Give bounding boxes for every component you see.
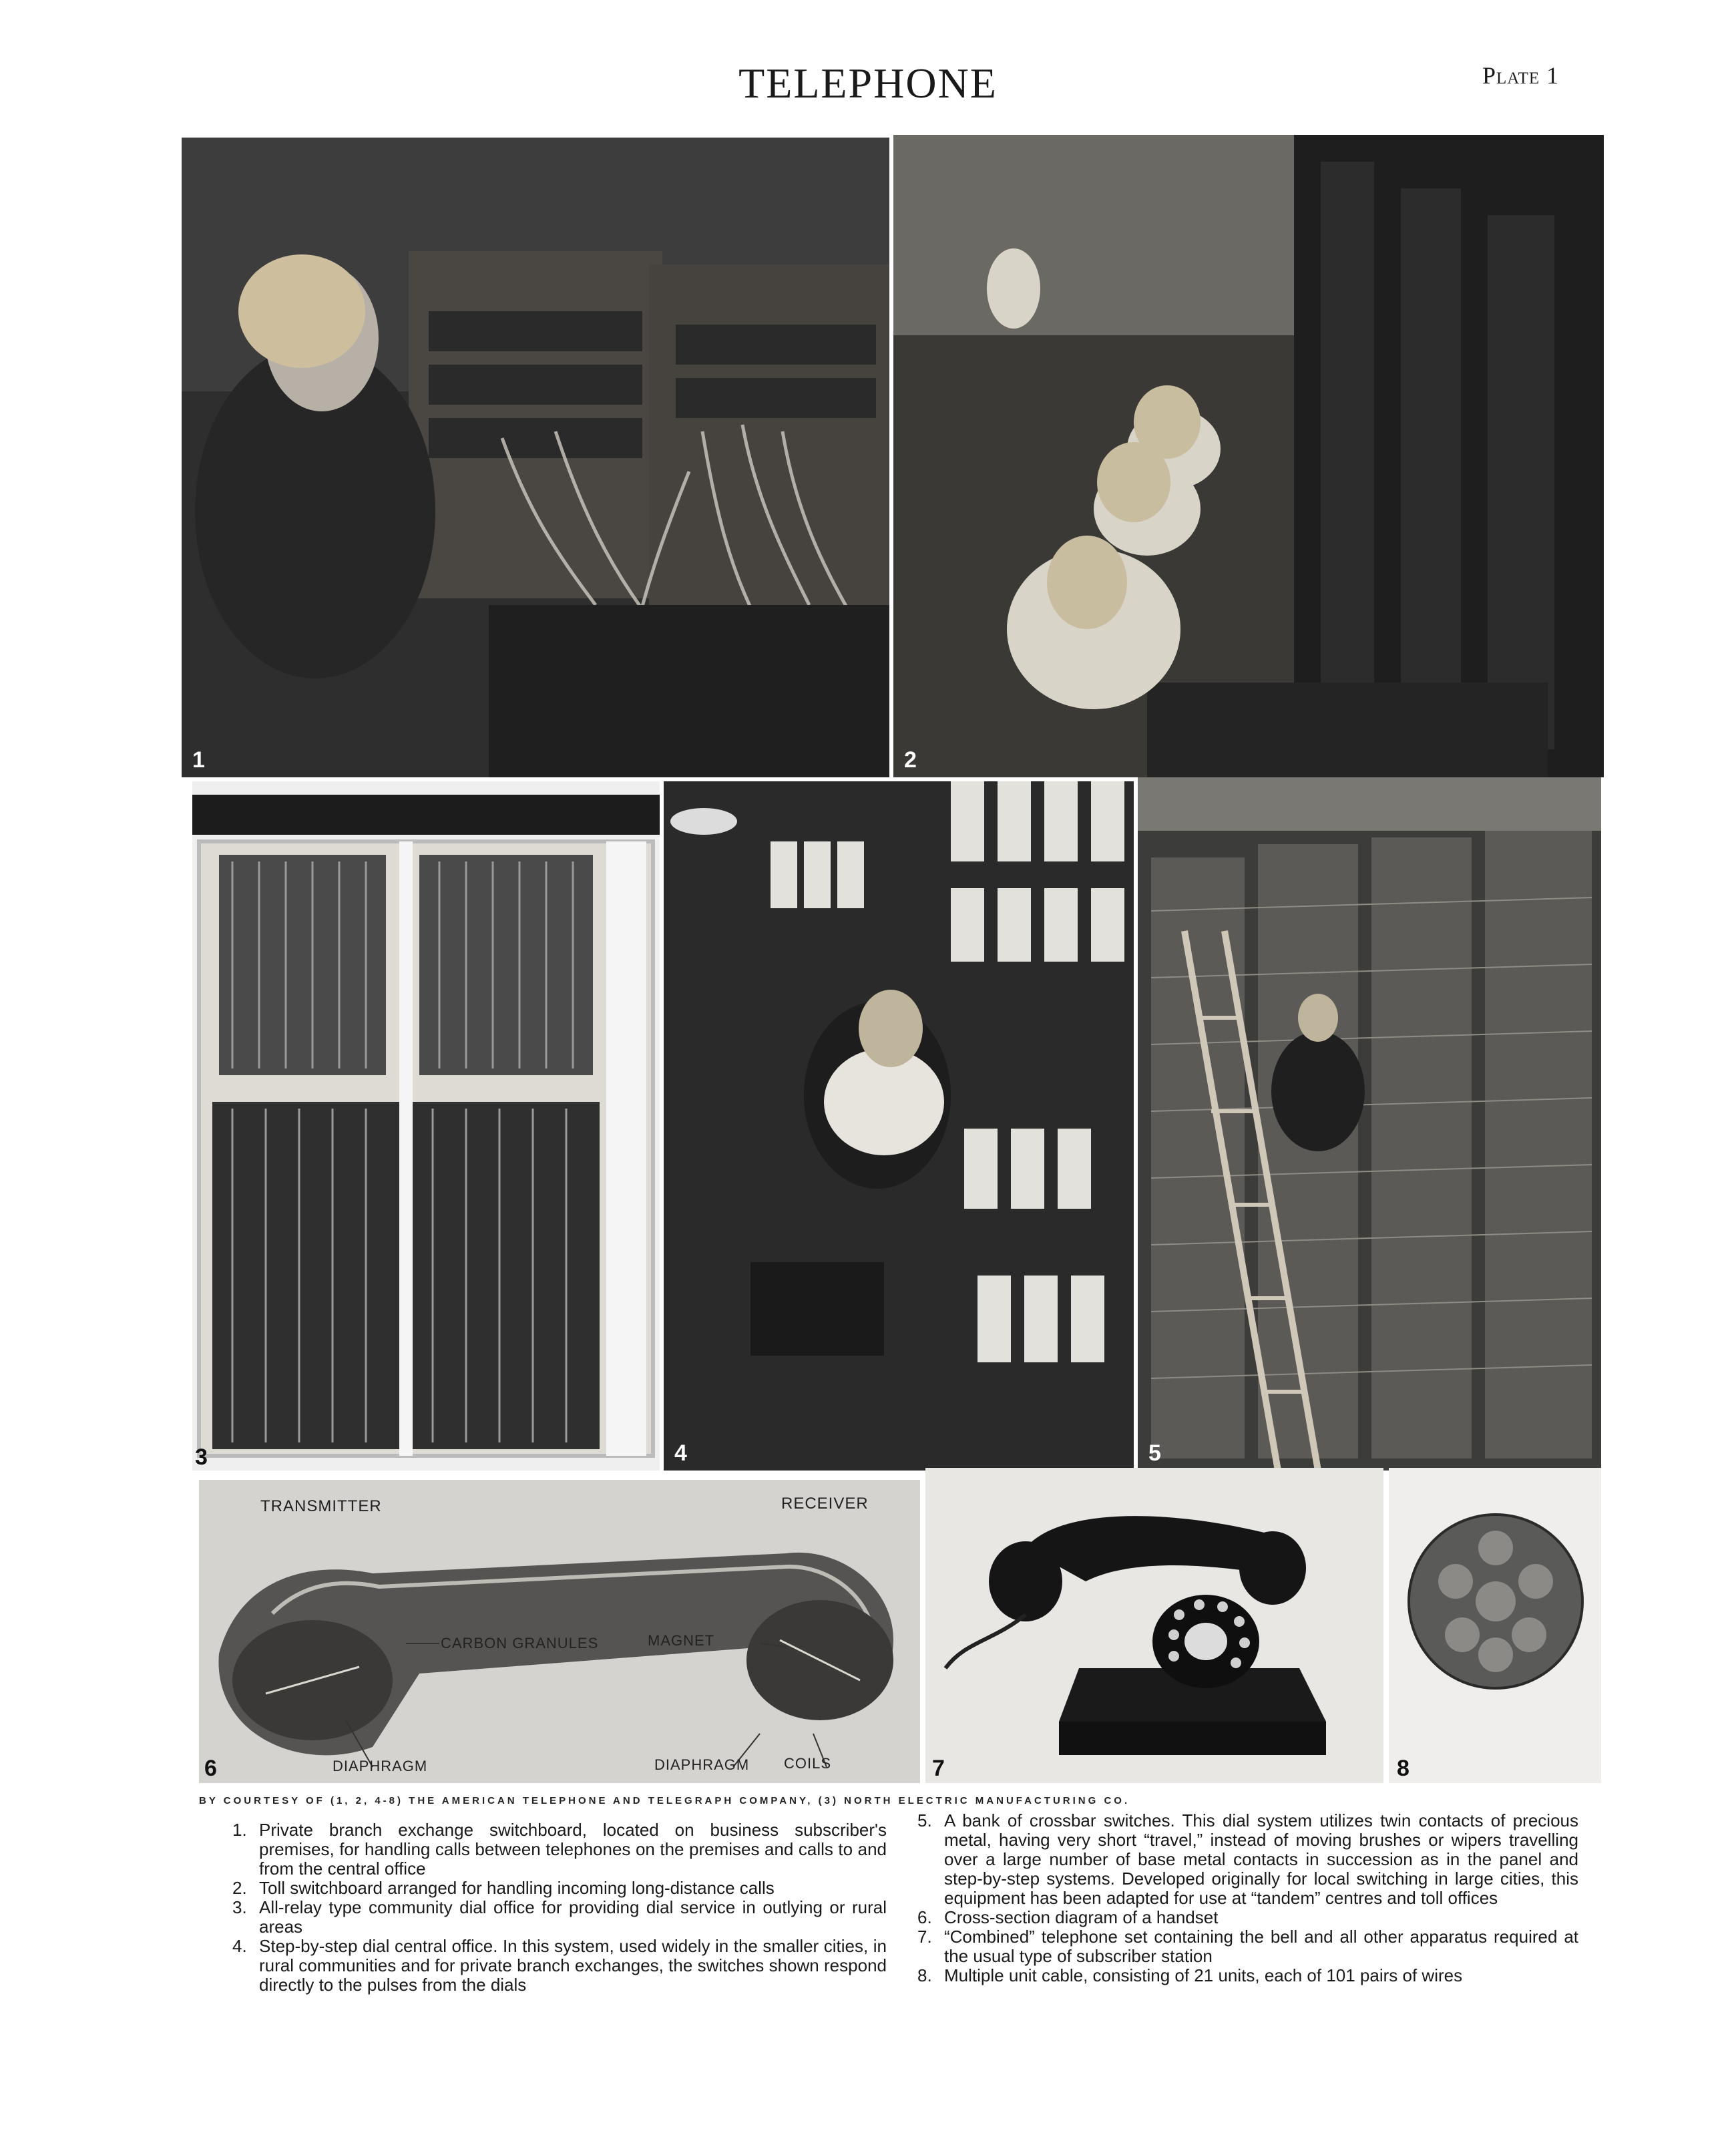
photo-credit: BY COURTESY OF (1, 2, 4-8) THE AMERICAN TELEPHONE AND TELEGRAPH COMPANY, (3) NORTH ELECTRIC MANUFACTURING CO. xyxy=(199,1795,1130,1806)
photo-3-illustration xyxy=(192,781,660,1471)
label-transmitter: TRANSMITTER xyxy=(260,1497,382,1515)
caption-3: 3. All-relay type community dial office for providing dial service in outlying or rural areas xyxy=(232,1897,887,1937)
photo-2-illustration xyxy=(893,135,1604,777)
photo-3-relay-dial-office xyxy=(192,781,660,1471)
caption-1: 1. Private branch exchange switchboard, located on business subscriber's premises, for handling calls between telephones on the premises and calls to and from the central office xyxy=(232,1820,887,1879)
photo-8-cable-cross-section xyxy=(1389,1468,1601,1783)
photo-1-number: 1 xyxy=(192,747,205,773)
photo-5-number: 5 xyxy=(1148,1440,1161,1466)
label-coils: COILS xyxy=(784,1755,832,1772)
photo-7-telephone-set xyxy=(925,1468,1383,1783)
photo-7-number: 7 xyxy=(932,1756,945,1781)
page-title: TELEPHONE xyxy=(738,59,998,107)
photo-6-number: 6 xyxy=(204,1756,217,1781)
plate-word: Plate xyxy=(1482,62,1540,89)
photo-5-crossbar-bank xyxy=(1138,777,1601,1471)
caption-4: 4. Step-by-step dial central office. In this system, used widely in the smaller cities, in rural communities and for private branch exchanges, the switches shown respond directly to the pulses from the dials xyxy=(232,1936,887,1995)
photo-5-illustration xyxy=(1138,777,1601,1471)
photo-6-handset-diagram xyxy=(199,1480,920,1783)
photo-8-illustration xyxy=(1389,1468,1601,1783)
photo-1-pbx-switchboard xyxy=(182,138,889,777)
label-receiver: RECEIVER xyxy=(781,1495,869,1513)
photo-1-illustration xyxy=(182,138,889,777)
photo-2-number: 2 xyxy=(904,747,917,773)
captions-left xyxy=(232,1820,887,1995)
plate-number: 1 xyxy=(1546,62,1560,89)
captions-right xyxy=(917,1811,1578,1985)
label-diaphragm-transmitter: DIAPHRAGM xyxy=(333,1758,428,1774)
caption-8: 8. Multiple unit cable, consisting of 21 units, each of 101 pairs of wires xyxy=(917,1965,1463,1985)
photo-8-number: 8 xyxy=(1397,1756,1409,1781)
photo-3-number: 3 xyxy=(195,1444,208,1470)
caption-2: 2. Toll switchboard arranged for handling incoming long-distance calls xyxy=(232,1878,775,1898)
caption-6: 6. Cross-section diagram of a handset xyxy=(917,1907,1219,1927)
photo-6-illustration xyxy=(199,1480,920,1783)
caption-7: 7. “Combined” telephone set containing the bell and all other apparatus required at the usual type of subscriber station xyxy=(917,1927,1578,1966)
photo-4-number: 4 xyxy=(674,1440,687,1466)
label-magnet: MAGNET xyxy=(648,1632,715,1649)
photo-4-step-by-step-office xyxy=(664,781,1134,1471)
label-diaphragm-receiver: DIAPHRAGM xyxy=(654,1756,750,1773)
photo-4-illustration xyxy=(664,781,1134,1471)
photo-7-illustration xyxy=(925,1468,1383,1783)
label-carbon-granules: CARBON GRANULES xyxy=(441,1635,599,1651)
caption-5: 5. A bank of crossbar switches. This dial system utilizes twin contacts of precious metal, having very short “travel,” instead of moving brushes or wipers travelling over a large number of base metal contacts in succession as in the panel and step-by-step systems. Developed originally for local switching in large cities, this equipment has been adapted for use at “tandem” centres and toll offices xyxy=(917,1810,1578,1908)
photo-2-toll-switchboard xyxy=(893,135,1604,777)
plate-label xyxy=(1482,61,1559,89)
